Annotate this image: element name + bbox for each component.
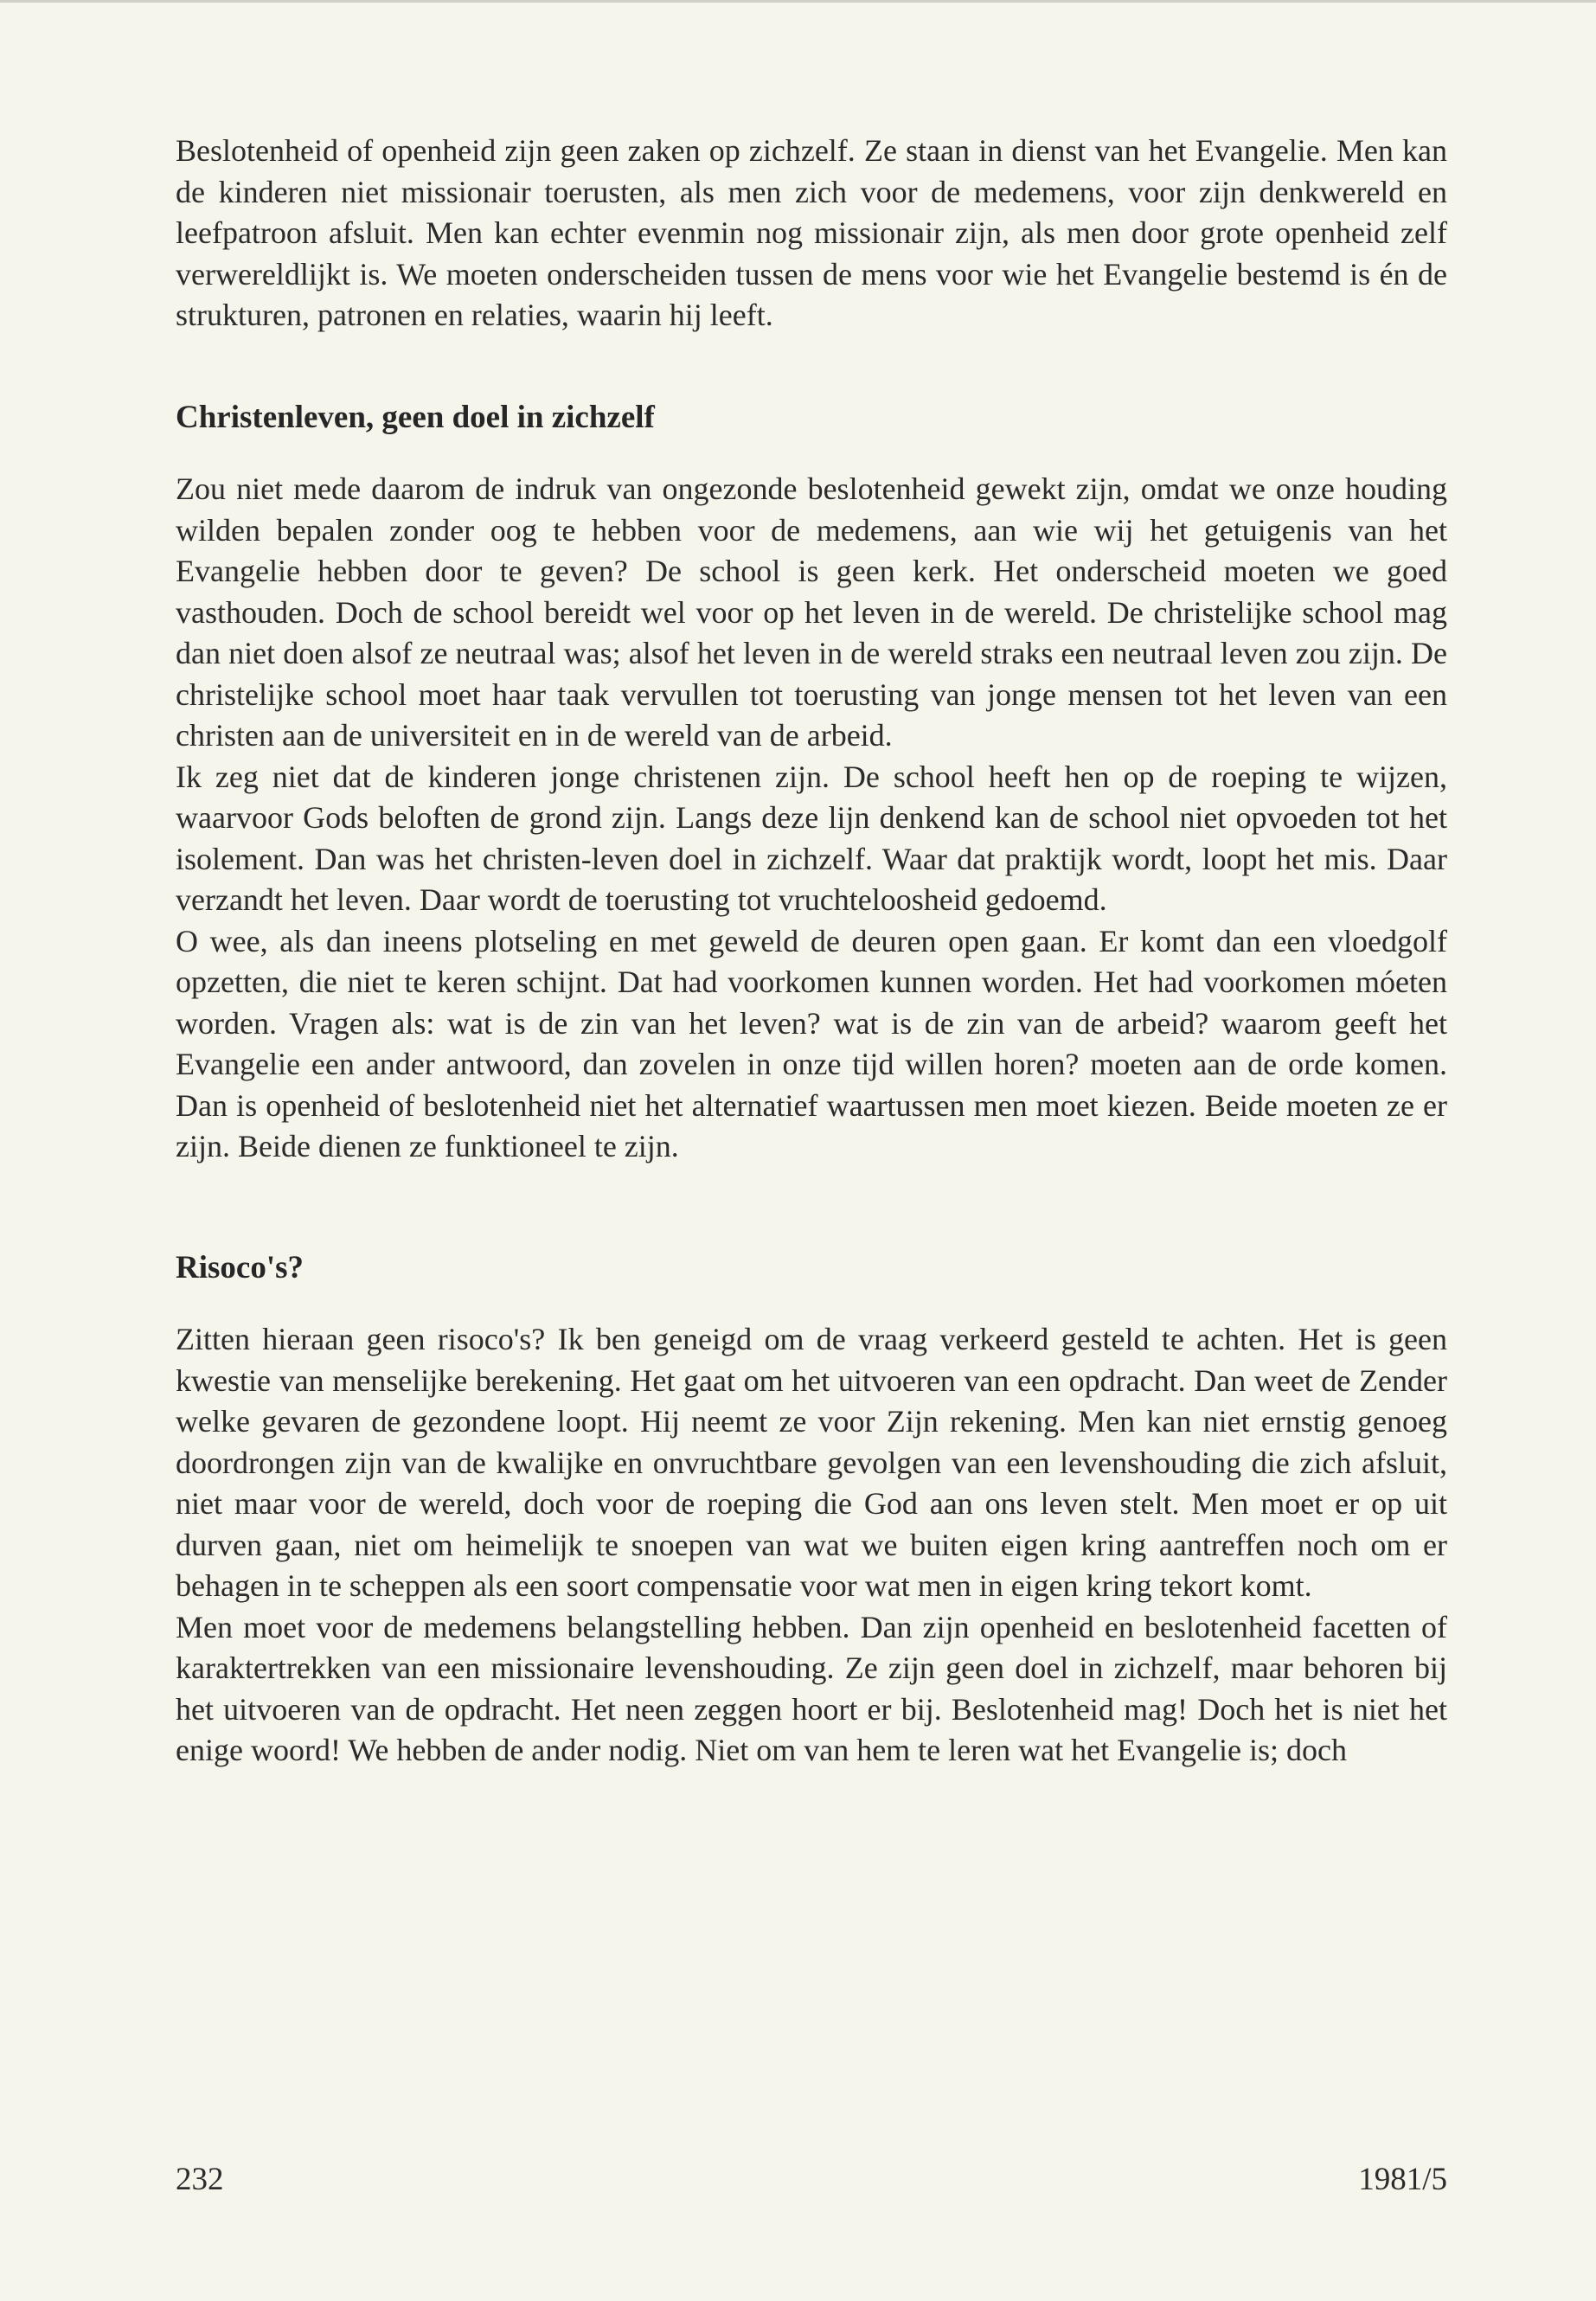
paragraph: Zou niet mede daarom de indruk van ongezonde beslotenheid gewekt zijn, omdat we onze houding wilden bepalen zonder oog te hebben voor de medemens, aan wie wij het getuigenis van het Evangelie hebben door te geven? De school is geen kerk. Het onderscheid moeten we goed vasthouden. Doch de school bereidt wel voor op het leven in de wereld. De christelijke school mag dan niet doen alsof ze neutraal was; alsof het leven in de wereld straks een neutraal leven zou zijn. De christelijke school moet haar taak vervullen tot toerusting van jonge mensen tot het leven van een christen aan de universiteit en in de wereld van de arbeid. [176,471,1447,753]
paragraph: Men moet voor de medemens belangstelling hebben. Dan zijn openheid en beslotenheid facetten of karaktertrekken van een missionaire levenshouding. Ze zijn geen doel in zichzelf, maar behoren bij het uitvoeren van de opdracht. Het neen zeggen hoort er bij. Beslotenheid mag! Doch het is niet het enige woord! We hebben de ander nodig. Niet om van hem te leren wat het Evangelie is; doch [176,1609,1447,1767]
issue-number: 1981/5 [1358,2162,1447,2197]
paragraph: O wee, als dan ineens plotseling en met geweld de deuren open gaan. Er komt dan een vloedgolf opzetten, die niet te keren schijnt. Dat had voorkomen kunnen worden. Het had voorkomen móeten worden. Vragen als: wat is de zin van het leven? wat is de zin van de arbeid? waarom geeft het Evangelie een ander antwoord, dan zovelen in onze tijd willen horen? moeten aan de orde komen. Dan is openheid of beslotenheid niet het alternatief waartussen men moet kiezen. Beide moeten ze er zijn. Beide dienen ze funktioneel te zijn. [176,923,1447,1163]
section-heading-risocos: Risoco's? [176,1249,304,1285]
section-heading-christenleven: Christenleven, geen doel in zichzelf [176,399,655,435]
text-column [176,131,1447,1772]
page-number: 232 [176,2162,224,2197]
paragraph: Zitten hieraan geen risoco's? Ik ben geneigd om de vraag verkeerd gesteld te achten. Het is geen kwestie van menselijke berekening. Het gaat om het uitvoeren van een opdracht. Dan weet de Zender welke gevaren de gezondene loopt. Hij neemt ze voor Zijn rekening. Men kan niet ernstig genoeg doordrongen zijn van de kwalijke en onvruchtbare gevolgen van een levenshouding die zich afsluit, niet maar voor de wereld, doch voor de roeping die God aan ons leven stelt. Men moet er op uit durven gaan, niet om heimelijk te snoepen van wat we buiten eigen kring aantreffen noch om er behagen in te scheppen als een soort compensatie voor wat men in eigen kring tekort komt. [176,1322,1447,1603]
paragraph: Ik zeg niet dat de kinderen jonge christenen zijn. De school heeft hen op de roeping te wijzen, waarvoor Gods beloften de grond zijn. Langs deze lijn denkend kan de school niet opvoeden tot het isolement. Dan was het christen-leven doel in zichzelf. Waar dat praktijk wordt, loopt het mis. Daar verzandt het leven. Daar wordt de toerusting tot vruchteloosheid gedoemd. [176,759,1447,917]
intro-paragraph: Beslotenheid of openheid zijn geen zaken op zichzelf. Ze staan in dienst van het Evangelie. Men kan de kinderen niet missionair toerusten, als men zich voor de medemens, voor zijn denkwereld en leefpatroon afsluit. Men kan echter evenmin nog missionair zijn, als men door grote openheid zelf verwereldlijkt is. We moeten onderscheiden tussen de mens voor wie het Evangelie bestemd is én de strukturen, patronen en relaties, waarin hij leeft. [176,133,1447,332]
